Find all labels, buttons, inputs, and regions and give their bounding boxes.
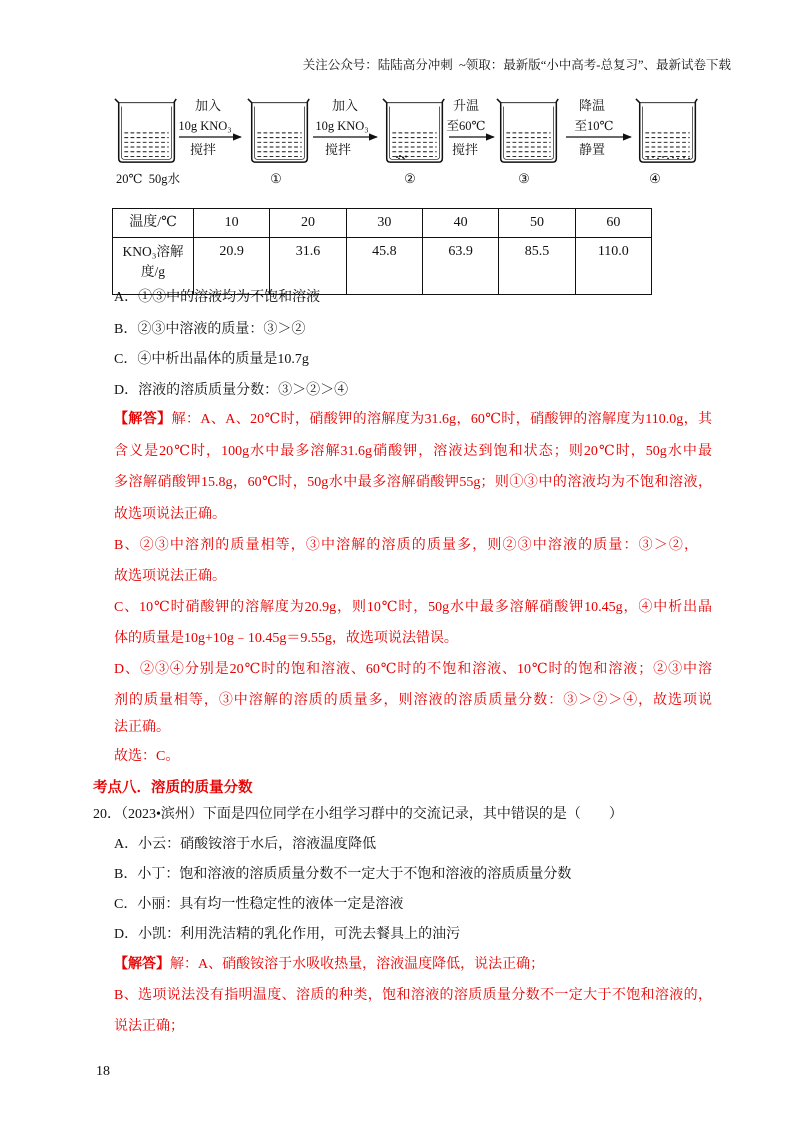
q19-solution-line: 体的质量是10g+10g﹣10.45g＝9.55g，故选项说法错误。 — [114, 631, 458, 646]
table-cell-solubility: 45.8 — [346, 238, 422, 295]
section-heading: 考点八．溶质的质量分数 — [93, 780, 253, 796]
solution-text: 解：A、硝酸铵溶于水吸收热量，溶液温度降低，说法正确； — [170, 957, 545, 972]
beaker-4-label: ④ — [649, 171, 661, 186]
table-row-label: KNO₃溶解度/g — [113, 238, 194, 295]
initial-beaker-label: 20℃ 50g水 — [116, 172, 180, 186]
q19-solution-line: C、10℃时硝酸钾的溶解度为20.9g，则10℃时，50g水中最多溶解硝酸钾10.45g，④中析出晶 — [114, 600, 712, 615]
step-2-bottom: 搅拌 — [324, 142, 352, 157]
q19-option-b: B．②③中溶液的质量：③＞② — [114, 322, 306, 337]
table-cell-temperature: 10 — [194, 209, 270, 238]
page-header-promo: 关注公众号：陆陆高分冲刺 ~领取：最新版“小中高考-总复习”、最新试卷下载 — [302, 58, 731, 72]
step-1-top: 加入 — [194, 98, 222, 113]
q19-solution-line: 法正确。 — [114, 720, 170, 735]
step-3-top: 升温 — [452, 98, 480, 113]
q20-option-b: B．小丁：饱和溶液的溶质质量分数不一定大于不饱和溶液的溶质质量分数 — [114, 867, 572, 882]
q20-stem: 20．（2023•滨州）下面是四位同学在小组学习群中的交流记录，其中错误的是（ ） — [93, 807, 623, 822]
q20-solution-line — [114, 955, 544, 975]
q19-solution-line: 含义是20℃时，100g水中最多溶解31.6g硝酸钾，溶液达到饱和状态；则20℃时，50g水中最 — [114, 444, 712, 459]
experiment-diagram — [0, 88, 800, 192]
step-4-middle: 至10℃ — [574, 119, 614, 133]
step-3-middle: 至60℃ — [446, 119, 486, 133]
table-cell-temperature: 50 — [499, 209, 575, 238]
table-cell-temperature: 40 — [422, 209, 498, 238]
q20-solution-line: B、选项说法没有指明温度、溶质的种类，饱和溶液的溶质质量分数不一定大于不饱和溶液的， — [114, 988, 712, 1003]
q19-solution-line: 故选：C。 — [114, 749, 180, 764]
table-cell-temperature: 30 — [346, 209, 422, 238]
table-cell-solubility: 63.9 — [422, 238, 498, 295]
q20-option-c: C．小丽：具有均一性稳定性的液体一定是溶液 — [114, 897, 404, 912]
table-cell-temperature: 60 — [575, 209, 651, 238]
solubility-table — [112, 208, 652, 295]
step-3-bottom: 搅拌 — [451, 142, 479, 157]
beaker-2-label: ② — [404, 171, 416, 186]
page-number: 18 — [96, 1064, 110, 1079]
q20-option-a: A．小云：硝酸铵溶于水后，溶液温度降低 — [114, 837, 377, 852]
step-2-middle: 10g KNO₃ — [315, 119, 369, 133]
q19-solution-line: 故选项说法正确。 — [114, 569, 226, 584]
solution-tag: 【解答】 — [114, 412, 172, 427]
table-header-row — [113, 209, 652, 238]
step-2-top: 加入 — [331, 98, 359, 113]
beaker-initial — [115, 99, 176, 162]
beaker-3-label: ③ — [518, 171, 530, 186]
table-solubility-row — [113, 238, 652, 295]
q19-solution-line: 剂的质量相等，③中溶解的溶质的质量多，则溶液的溶质质量分数：③＞②＞④，故选项说 — [114, 693, 712, 708]
solution-tag: 【解答】 — [114, 957, 170, 972]
q19-solution-line — [114, 410, 712, 430]
q19-solution-line: 故选项说法正确。 — [114, 507, 226, 522]
table-cell-solubility: 20.9 — [194, 238, 270, 295]
q20-option-d: D．小凯：利用洗洁精的乳化作用，可洗去餐具上的油污 — [114, 927, 461, 942]
table-header-label: 温度/℃ — [113, 209, 194, 238]
q19-option-a: A．①③中的溶液均为不饱和溶液 — [114, 290, 321, 305]
solution-text: 解：A、A、20℃时，硝酸钾的溶解度为31.6g，60℃时，硝酸钾的溶解度为110.0g，其 — [171, 412, 712, 427]
beaker-1 — [248, 99, 309, 162]
table-cell-solubility: 85.5 — [499, 238, 575, 295]
q20-solution-line: 说法正确； — [114, 1019, 184, 1034]
q19-solution-line: 多溶解硝酸钾15.8g，60℃时，50g水中最多溶解硝酸钾55g；则①③中的溶液均为不饱和溶液， — [114, 475, 712, 490]
q19-solution-line: B、②③中溶剂的质量相等，③中溶解的溶质的质量多，则②③中溶液的质量：③＞②， — [114, 538, 698, 553]
step-4-top: 降温 — [578, 98, 606, 113]
step-1-middle: 10g KNO₃ — [178, 119, 232, 133]
beaker-4 — [636, 99, 697, 162]
table-cell-temperature: 20 — [270, 209, 346, 238]
q19-solution-line: D、②③④分别是20℃时的饱和溶液、60℃时的不饱和溶液、10℃时的饱和溶液；②③中溶 — [114, 662, 712, 677]
table-cell-solubility: 31.6 — [270, 238, 346, 295]
step-1-bottom: 搅拌 — [189, 142, 217, 157]
beaker-2 — [383, 99, 444, 162]
q19-option-c: C．④中析出晶体的质量是10.7g — [114, 352, 309, 367]
beaker-3 — [497, 99, 558, 162]
table-cell-solubility: 110.0 — [575, 238, 651, 295]
beaker-1-label: ① — [270, 171, 282, 186]
q19-option-d: D．溶液的溶质质量分数：③＞②＞④ — [114, 383, 349, 398]
step-4-bottom: 静置 — [578, 142, 606, 157]
